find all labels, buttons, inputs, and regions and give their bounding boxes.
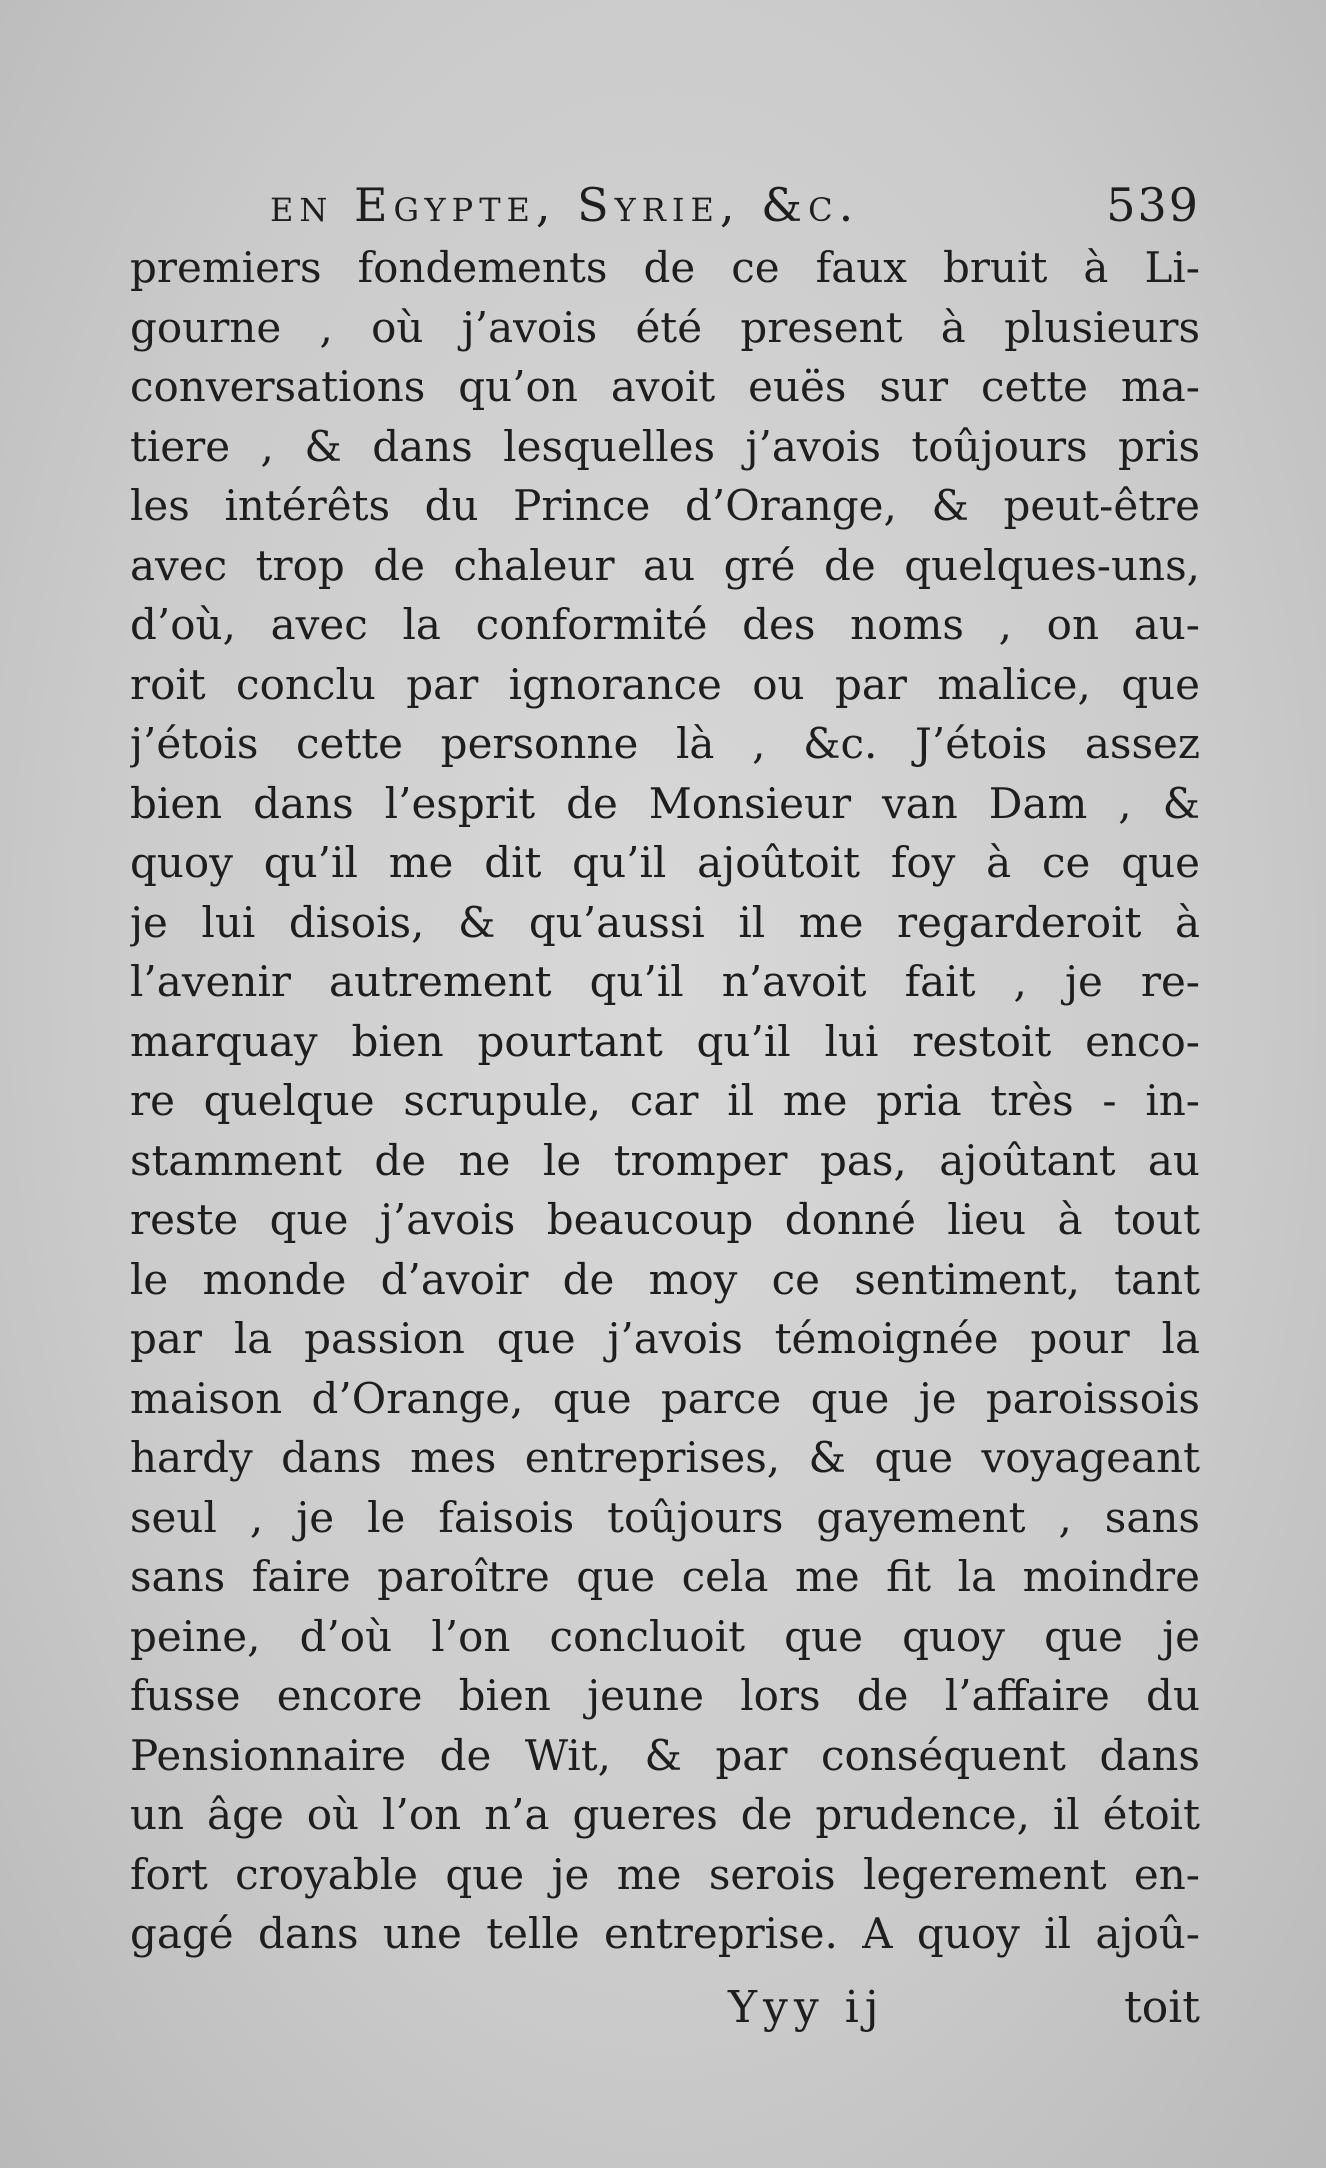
text-line: le monde d’avoir de moy ce sentiment, tant (130, 1254, 1200, 1304)
text-line: quoy qu’il me dit qu’il ajoûtoit foy à ce que (130, 838, 1200, 887)
text-line: par la passion que j’avois témoignée pour la (130, 1314, 1200, 1363)
text-line: roit conclu par ignorance ou par malice, que (130, 659, 1200, 709)
text-line: stamment de ne le tromper pas, ajoûtant au (130, 1135, 1200, 1185)
running-head-title: en Egypte, Syrie, &c. (270, 178, 860, 232)
page-footer (130, 1978, 1200, 2038)
text-line: un âge où l’on n’a gueres de prudence, il étoit (130, 1790, 1200, 1839)
text-line: hardy dans mes entreprises, & que voyageant (130, 1433, 1200, 1482)
text-line: gagé dans une telle entreprise. A quoy il ajoû- (130, 1909, 1200, 1958)
text-line: d’où, avec la conformité des noms , on au- (130, 600, 1200, 649)
text-line: tiere , & dans lesquelles j’avois toûjours pris (130, 421, 1200, 471)
text-line: re quelque scrupule, car il me pria très - in- (130, 1076, 1200, 1125)
text-line: bien dans l’esprit de Monsieur van Dam , & (130, 778, 1200, 828)
text-line: les intérêts du Prince d’Orange, & peut-être (130, 481, 1200, 530)
body-text (130, 238, 1200, 1964)
text-line: conversations qu’on avoit euës sur cette ma- (130, 362, 1200, 411)
text-line: premiers fondements de ce faux bruit à Li- (130, 243, 1200, 292)
text-line: fort croyable que je me serois legerement en- (130, 1849, 1200, 1899)
text-line: avec trop de chaleur au gré de quelques-uns, (130, 540, 1200, 590)
text-line: marquay bien pourtant qu’il lui restoit enco- (130, 1016, 1200, 1066)
text-line: maison d’Orange, que parce que je paroissois (130, 1373, 1200, 1423)
catchword: toit (1124, 1982, 1200, 2033)
text-line: gourne , où j’avois été present à plusieurs (130, 302, 1200, 352)
text-line: peine, d’où l’on concluoit que quoy que je (130, 1611, 1200, 1661)
signature-mark: Yyy ij (728, 1982, 885, 2033)
text-line: Pensionnaire de Wit, & par conséquent dans (130, 1730, 1200, 1780)
text-line: je lui disois, & qu’aussi il me regarderoit à (130, 897, 1200, 947)
text-line: fusse encore bien jeune lors de l’affaire du (130, 1671, 1200, 1720)
text-line: j’étois cette personne là , &c. J’étois assez (130, 719, 1200, 768)
text-line: reste que j’avois beaucoup donné lieu à tout (130, 1195, 1200, 1244)
text-line: seul , je le faisois toûjours gayement , sans (130, 1492, 1200, 1542)
page-number: 539 (1106, 178, 1200, 232)
text-line: l’avenir autrement qu’il n’avoit fait , je re- (130, 957, 1200, 1006)
text-line: sans faire paroître que cela me fit la moindre (130, 1552, 1200, 1601)
